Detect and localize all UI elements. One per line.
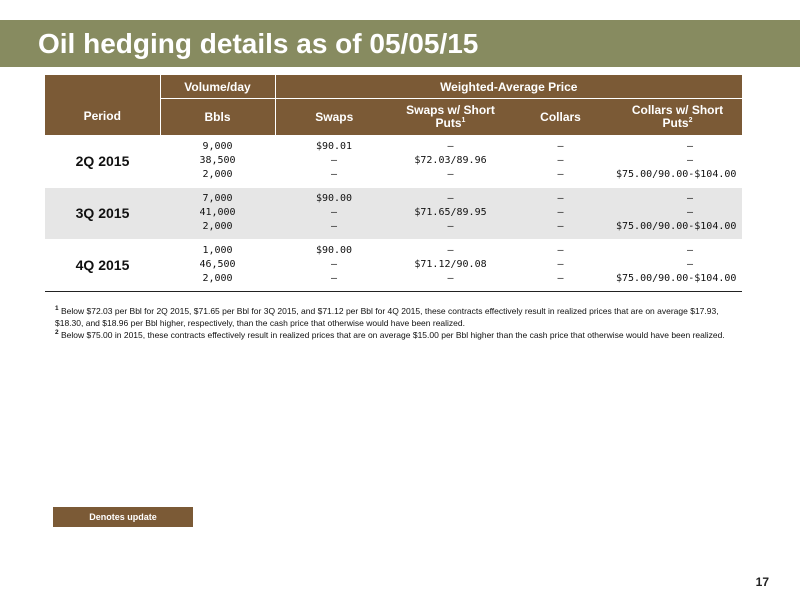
bbls-value: 38,500: [199, 154, 236, 166]
collars-short-cell: [613, 187, 742, 239]
bbls-value: 1,000: [202, 245, 233, 256]
collars-short-value: $75.00/90.00-$104.00: [616, 221, 737, 232]
collars-short-value: —: [686, 154, 694, 166]
collars-value: —: [557, 207, 564, 218]
swaps-value: —: [330, 221, 338, 232]
collars-short-value: $75.00/90.00-$104.00: [616, 168, 737, 180]
bbls-value: 2,000: [202, 221, 233, 232]
period-cell: 4Q 2015: [45, 239, 160, 291]
swaps-value: $90.00: [315, 245, 353, 256]
header-blank: [45, 75, 160, 99]
collars-cell: [508, 135, 613, 187]
swaps-short-value: $71.12/90.08: [414, 259, 487, 270]
collars-value: —: [557, 259, 564, 270]
header-swaps-short-puts: [393, 99, 508, 136]
collars-short-value: —: [686, 245, 694, 256]
collars-cell: [508, 187, 613, 239]
collars-short-value: —: [686, 193, 694, 204]
title-bar: [0, 20, 800, 67]
swaps-short-value: —: [447, 193, 454, 204]
swaps-value: $90.01: [315, 140, 353, 152]
swaps-value: —: [330, 207, 338, 218]
swaps-short-value: —: [447, 221, 454, 232]
swaps-value: —: [330, 273, 338, 284]
swaps-cell: [275, 187, 393, 239]
header-bbls: Bbls: [160, 99, 275, 136]
bbls-cell: [160, 135, 275, 187]
header-volume-group: Volume/day: [160, 75, 275, 99]
bbls-cell: [160, 187, 275, 239]
header-collars: Collars: [508, 99, 613, 136]
footnote-mark: 2: [55, 329, 59, 337]
swaps-short-cell: [393, 187, 508, 239]
footnote-1: [55, 305, 745, 329]
swaps-short-cell: [393, 239, 508, 291]
collars-value: —: [557, 245, 564, 256]
page-title: Oil hedging details as of 05/05/15: [38, 28, 479, 59]
collars-short-value: —: [686, 207, 694, 218]
footnote-mark: 1: [55, 305, 59, 313]
swaps-short-value: $72.03/89.96: [414, 154, 487, 166]
footnote-2: [55, 329, 745, 341]
collars-value: —: [557, 140, 564, 152]
footnote-text: Below $72.03 per Bbl for 2Q 2015, $71.65 per Bbl for 3Q 2015, and $71.12 per Bbl for 4Q 2015, these contracts effectively result in realized prices that are on average $17.93, $18.30, and $18.96 per Bbl higher, respectively, than the cash price that otherwise would have been realized.: [55, 306, 719, 328]
footnote-text: Below $75.00 in 2015, these contracts effectively result in realized prices that are on average $15.00 per Bbl higher than the cash price that otherwise would have been realized.: [61, 330, 725, 340]
swaps-value: —: [330, 168, 338, 180]
swaps-short-value: —: [447, 273, 454, 284]
collars-short-cell: [613, 239, 742, 291]
oil-hedging-table: [45, 75, 742, 292]
swaps-value: —: [330, 259, 338, 270]
swaps-short-cell: [393, 135, 508, 187]
swaps-cell: [275, 135, 393, 187]
bbls-value: 9,000: [202, 140, 233, 152]
footnote-ref-1: 1: [461, 117, 466, 124]
collars-cell: [508, 239, 613, 291]
bbls-value: 2,000: [202, 273, 233, 284]
period-cell: 3Q 2015: [45, 187, 160, 239]
bbls-value: 2,000: [202, 168, 233, 180]
collars-value: —: [557, 168, 564, 180]
bbls-value: 41,000: [199, 207, 236, 218]
collars-value: —: [557, 193, 564, 204]
collars-value: —: [557, 221, 564, 232]
swaps-short-value: —: [447, 168, 454, 180]
bbls-value: 7,000: [202, 193, 233, 204]
period-cell: 2Q 2015: [45, 135, 160, 187]
swaps-short-value: —: [447, 140, 454, 152]
swaps-short-value: $71.65/89.95: [414, 207, 487, 218]
header-swaps: Swaps: [275, 99, 393, 136]
collars-value: —: [557, 154, 564, 166]
footnote-ref-2: 2: [688, 117, 693, 124]
group-header-row: [45, 75, 742, 99]
collars-value: —: [557, 273, 564, 284]
update-legend: Denotes update: [53, 507, 193, 527]
header-swaps-short-puts-label: Swaps w/ Short Puts: [406, 103, 495, 130]
swaps-cell: [275, 239, 393, 291]
collars-short-value: —: [686, 140, 694, 152]
page-number: 17: [755, 575, 769, 589]
swaps-short-value: —: [447, 245, 454, 256]
collars-short-value: $75.00/90.00-$104.00: [616, 273, 737, 284]
bbls-value: 46,500: [199, 259, 236, 270]
table-row: [45, 135, 742, 187]
table-row: [45, 239, 742, 291]
bbls-cell: [160, 239, 275, 291]
swaps-value: $90.00: [315, 193, 353, 204]
swaps-value: —: [330, 154, 338, 166]
collars-short-cell: [613, 135, 742, 187]
header-price-group: Weighted-Average Price: [275, 75, 742, 99]
table-row: [45, 187, 742, 239]
footnotes: [55, 305, 745, 341]
header-collars-short-puts: [613, 99, 742, 136]
header-period: Period: [45, 99, 160, 136]
header-collars-short-puts-label: Collars w/ Short Puts: [631, 103, 724, 130]
collars-short-value: —: [686, 259, 694, 270]
column-header-row: [45, 99, 742, 136]
